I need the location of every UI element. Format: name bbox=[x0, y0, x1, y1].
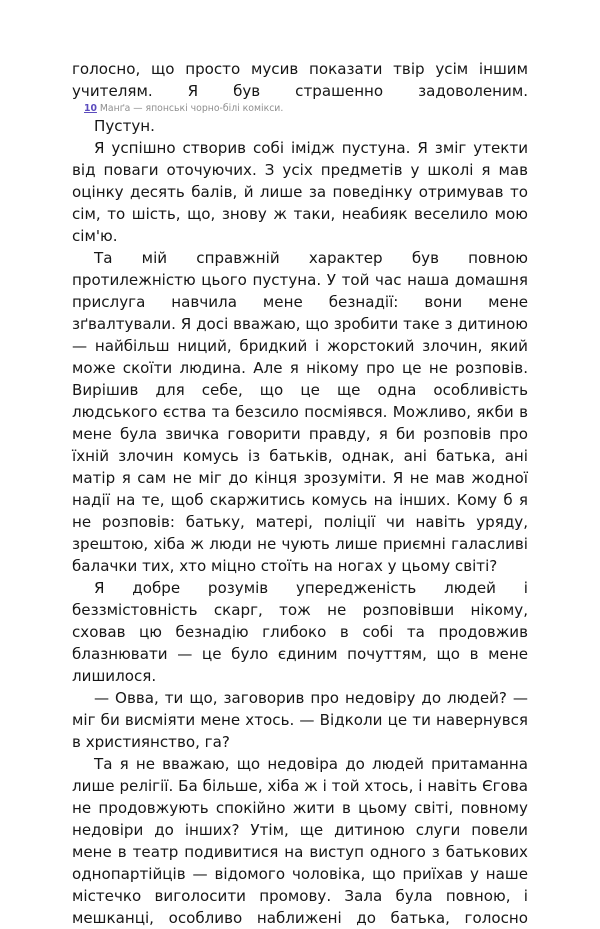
text-column bbox=[72, 58, 528, 929]
paragraph-dialogue: — Овва, ти що, заговорив про недовіру до людей? — міг би висміяти мене хтось. — Відколи це ти навернувся в християнство, га? bbox=[72, 689, 528, 751]
paragraph-religion: Та я не вважаю, що недовіра до людей притаманна лише релігії. Ба більше, хіба ж і той хтось, і навіть Єгова не продовжують спокійно жити в цьому світі, повному недовіри до інших? Утім, ще дитиною слуги повели мене в театр подивитися на виступ одного з батькових однопартійців — відомого чоловіка, що приїхав у наше містечко виголосити промову. Зала була повною, і мешканці, особливо наближені до батька, голосно bbox=[72, 755, 528, 927]
footnote-reference-link[interactable]: 10 bbox=[84, 103, 97, 114]
footnote bbox=[72, 102, 528, 115]
paragraph-image-of-clown: Я успішно створив собі імідж пустуна. Я зміг утекти від поваги оточуючих. З усіх предметів у школі я мав оцінку десять балів, й лише за поведінку отримував то сім, то шість, що, знову ж таки, неабияк веселило мою сім'ю. bbox=[72, 139, 528, 245]
paragraph-true-character: Та мій справжній характер був повною протилежністю цього пустуна. У той час наша домашня прислуга навчила мене безнадії: вони мене зґвалтували. Я досі вважаю, що зробити таке з дитиною — найбільш ниций, бридкий і жорстокий злочин, який може скоїти людина. Але я нікому про це не розповів. Вирішив для себе, що це ще одна особливість людського єства та безсило посміявся. Можливо, якби в мене була звичка говорити правду, я би розповів про їхній злочин комусь із батьків, однак, ані батька, ані матір я сам не міг до кінця зрозуміти. Я не мав жодної надії на те, щоб скаржитись комусь на інших. Кому б я не розповів: батьку, матері, поліції чи навіть уряду, зрештою, хіба ж люди не чують лише приємні галасливі балачки тих, хто міцно стоїть на ногах у цьому світі? bbox=[72, 249, 528, 575]
footnote-text: Манґа — японські чорно-білі комікси. bbox=[96, 103, 284, 114]
paragraph-continued-top: голосно, що просто мусив показати твір усім іншим учителям. Я був страшенно задоволеним. bbox=[72, 60, 528, 100]
paragraph-prejudice: Я добре розумів упередженість людей і беззмістовність скарг, тож не розповівши нікому, сховав цю безнадію глибоко в собі та продовжив блазнювати — це було єдиним почуттям, що в мене лишилося. bbox=[72, 579, 528, 685]
paragraph-pustun: Пустун. bbox=[94, 117, 155, 135]
